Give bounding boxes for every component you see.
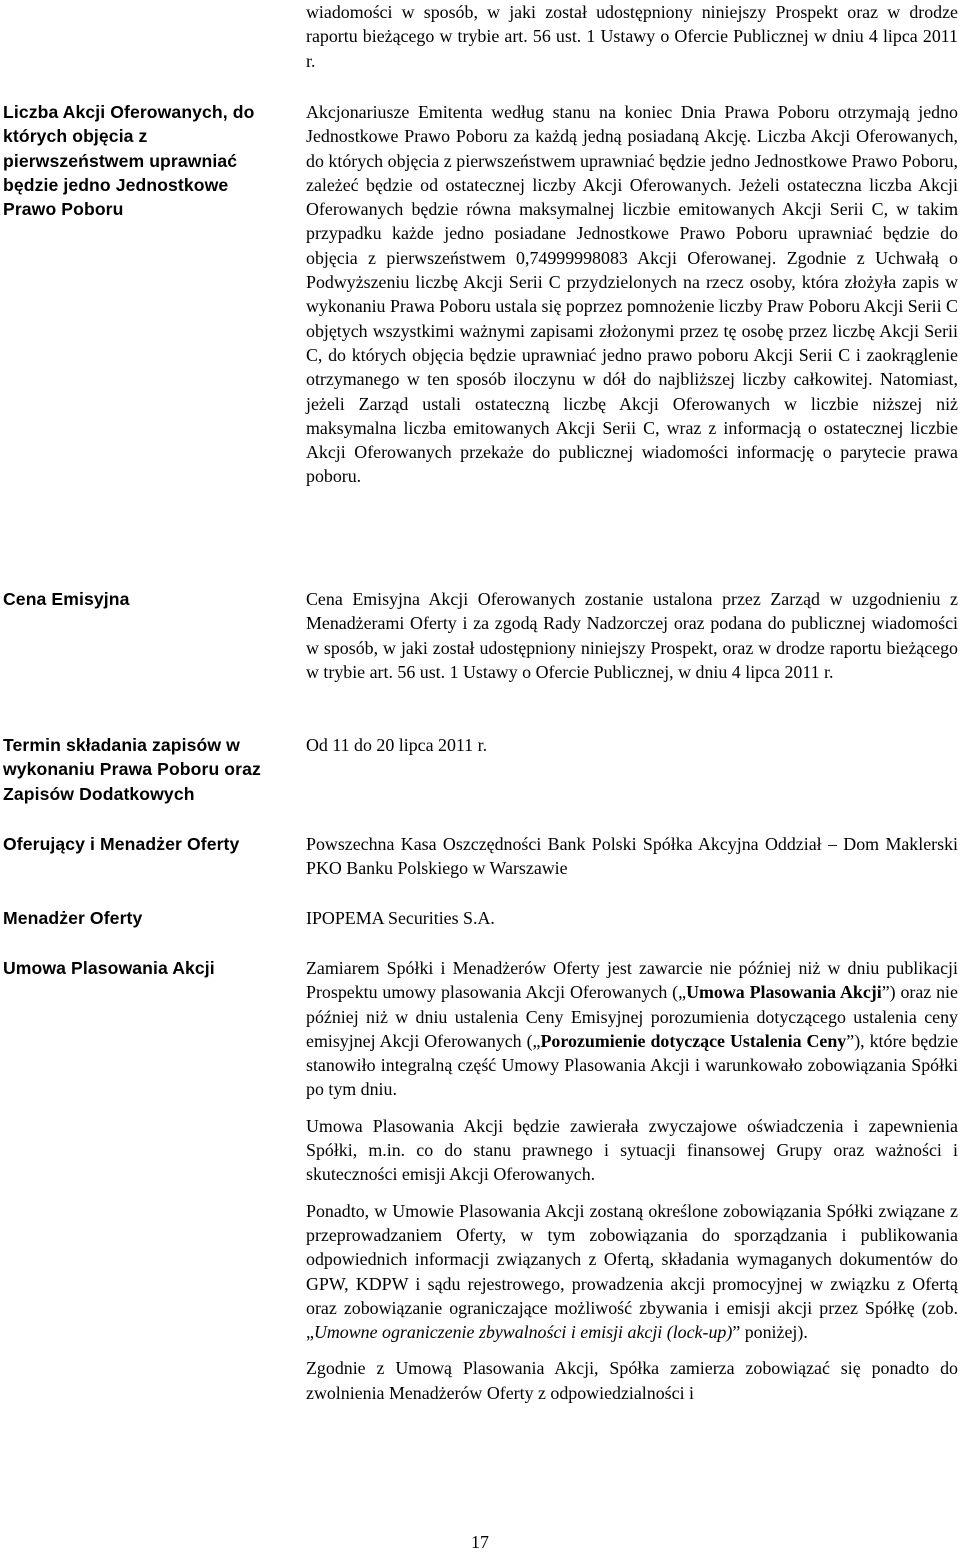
label-issue-price: Cena Emisyjna <box>3 589 130 609</box>
p1-part-e: ”), które będzie stanowiło integralną część Umowy Plasowania Akcji i warunkowało zobowiązania Spółki po tym dniu. <box>306 1030 959 1100</box>
paragraph-offer-manager: IPOPEMA Securities S.A. <box>306 908 495 928</box>
page-number: 17 <box>471 1532 489 1552</box>
label-offeror-and-manager: Oferujący i Menadżer Oferty <box>3 834 240 854</box>
paragraph-subscription-period: Od 11 do 20 lipca 2011 r. <box>306 735 488 755</box>
paragraph-placement-agreement-4: Zgodnie z Umową Plasowania Akcji, Spółka zamierza zobowiązać się ponadto do zwolnienia Menadżerów Oferty z odpowiedzialności i <box>306 1358 958 1403</box>
label-placement-agreement: Umowa Plasowania Akcji <box>3 958 215 978</box>
continuation-text: wiadomości w sposób, w jaki został udostępniony niniejszy Prospekt oraz w drodze raportu bieżącego w trybie art. 56 ust. 1 Ustawy o Ofercie Publicznej w dniu 4 lipca 2011 r. <box>306 2 958 71</box>
text-offered-shares-per-right <box>306 100 958 489</box>
paragraph-placement-agreement-3 <box>306 1199 958 1345</box>
term-price-agreement: Porozumienie dotyczące Ustalenia Ceny <box>540 1030 847 1051</box>
p3-part-a: Ponadto, w Umowie Plasowania Akcji zostaną określone zobowiązania Spółki związane z przeprowadzaniem Oferty, w tym zobowiązania do sporządzania i publikowania odpowiednich informacji związanych z Ofertą, składania wymaganych dokumentów do GPW, KDPW i sądu rejestrowego, prowadzenia akcji promocyjnej w związku z Ofertą oraz zobowiązanie ograniczające możliwość zbywania i emisji akcji przez Spółkę (zob. „ <box>306 1200 958 1343</box>
label-offer-manager: Menadżer Oferty <box>3 908 143 928</box>
p3-part-c: ” poniżej). <box>732 1322 808 1343</box>
text-offer-manager <box>306 906 958 930</box>
reference-lock-up: Umowne ograniczenie zbywalności i emisji akcji (lock-up) <box>313 1322 733 1343</box>
term-placement-agreement: Umowa Plasowania Akcji <box>686 982 882 1003</box>
label-subscription-period: Termin składania zapisów w wykonaniu Prawa Poboru oraz Zapisów Dodatkowych <box>3 735 261 804</box>
paragraph-placement-agreement-1 <box>306 956 958 1102</box>
p1-part-c: ”) oraz nie później niż w dniu ustalenia Ceny Emisyjnej porozumienia dotyczącego ustalenia ceny emisyjnej Akcji Oferowanych („ <box>306 982 958 1051</box>
text-subscription-period <box>306 733 958 757</box>
text-issue-price <box>306 587 958 684</box>
text-placement-agreement <box>306 956 958 1405</box>
label-offered-shares-per-right: Liczba Akcji Oferowanych, do których objęcia z pierwszeństwem uprawniać będzie jedno Jednostkowe Prawo Poboru <box>3 102 255 220</box>
paragraph-offeror-and-manager: Powszechna Kasa Oszczędności Bank Polski Spółka Akcyjna Oddział – Dom Maklerski PKO Banku Polskiego w Warszawie <box>306 834 958 879</box>
text-offeror-and-manager <box>306 832 958 881</box>
paragraph-issue-price: Cena Emisyjna Akcji Oferowanych zostanie ustalona przez Zarząd w uzgodnieniu z Menadżerami Oferty i za zgodą Rady Nadzorczej oraz podana do publicznej wiadomości w sposób, w jaki został udostępniony niniejszy Prospekt, oraz w drodze raportu bieżącego w trybie art. 56 ust. 1 Ustawy o Ofercie Publicznej, w dniu 4 lipca 2011 r. <box>306 589 958 682</box>
paragraph-placement-agreement-2: Umowa Plasowania Akcji będzie zawierała zwyczajowe oświadczenia i zapewnienia Spółki, m.in. co do stanu prawnego i sytuacji finansowej Grupy oraz ważności i skuteczności emisji Akcji Oferowanych. <box>306 1115 958 1185</box>
paragraph-offered-shares-per-right: Akcjonariusze Emitenta według stanu na koniec Dnia Prawa Poboru otrzymają jedno Jednostkowe Prawo Poboru za każdą jedną posiadaną Akcję. Liczba Akcji Oferowanych, do których objęcia z pierwszeństwem uprawniać będzie jedno Jednostkowe Prawo Poboru, zależeć będzie od ostatecznej liczby Akcji Oferowanych. Jeżeli ostateczna liczba Akcji Oferowanych będzie równa maksymalnej liczbie emitowanych Akcji Serii C, w takim przypadku każde jedno posiadane Jednostkowe Prawo Poboru uprawniać będzie do objęcia z pierwszeństwem 0,74999998083 Akcji Oferowanej. Zgodnie z Uchwałą o Podwyższeniu liczbę Akcji Serii C przydzielonych na rzecz osoby, która złożyła zapis w wykonaniu Prawa Poboru ustala się poprzez pomnożenie liczby Praw Poboru Akcji Serii C objętych wszystkimi ważnymi zapisami złożonymi przez tę osobę przez liczbę Akcji Serii C, do których objęcia będzie uprawniać jedno prawo poboru Akcji Serii C i zaokrąglenie otrzymanego w ten sposób iloczynu w dół do najbliższej liczby całkowitej. Natomiast, jeżeli Zarząd ustali ostateczną liczbę Akcji Oferowanych w liczbie niższej niż maksymalna liczba emitowanych Akcji Serii C, wraz z informacją o ostatecznej liczbie Akcji Oferowanych przekaże do publicznej wiadomości informację o parytecie prawa poboru. <box>306 102 958 487</box>
p1-part-a: Zamiarem Spółki i Menadżerów Oferty jest zawarcie nie później niż w dniu publikacji Prospektu umowy plasowania Akcji Oferowanych („ <box>306 958 958 1003</box>
continuation-paragraph <box>306 0 958 73</box>
